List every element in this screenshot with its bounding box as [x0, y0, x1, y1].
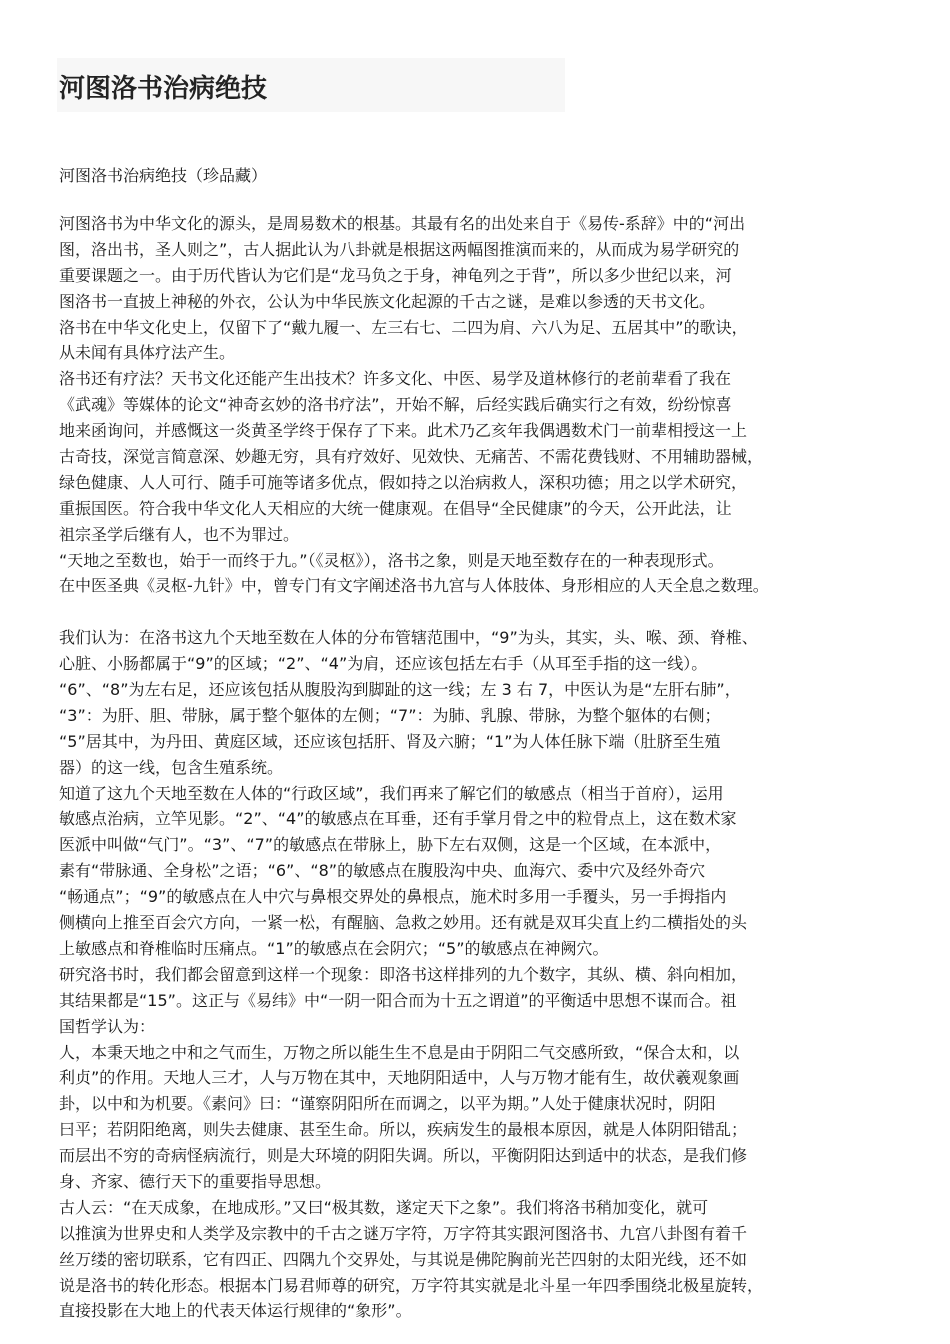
document-title: 河图洛书治病绝技 — [59, 74, 268, 104]
text-line: 图，洛出书，圣人则之”，古人据此认为八卦就是根据这两幅图推演而来的，从而成为易学研究的 — [59, 239, 740, 259]
text-line: 心脏、小肠都属于“9”的区域；“2”、“4”为肩，还应该包括左右手（从耳至手指的这一线）。 — [59, 654, 708, 674]
body-paragraph — [59, 315, 909, 367]
text-line: 祖宗圣学后继有人，也不为罪过。 — [59, 524, 300, 544]
text-line: 而层出不穷的奇病怪病流行，则是大环境的阴阳失调。所以，平衡阴阳达到适中的状态，是我们修 — [59, 1146, 748, 1166]
text-line: 医派中叫做“气门”。“3”、“7”的敏感点在带脉上，胁下左右双侧，这是一个区域，在本派中， — [59, 835, 722, 855]
text-line: 利贞”的作用。天地人三才，人与万物在其中，天地阴阳适中，人与万物才能有生，故伏羲观象画 — [59, 1068, 740, 1088]
text-line: 洛书还有疗法？天书文化还能产生出技术？许多文化、中医、易学及道林修行的老前辈看了我在 — [59, 369, 732, 389]
text-line: 侧横向上推至百会穴方向，一紧一松，有醒脑、急救之妙用。还有就是双耳尖直上约二横指处的头 — [59, 913, 748, 933]
text-line: “5”居其中，为丹田、黄庭区域，还应该包括肝、肾及六腑；“1”为人体任脉下端（肚脐至生殖 — [59, 731, 721, 751]
text-line: 以推演为世界史和人类学及宗教中的千古之谜万字符，万字符其实跟河图洛书、九宫八卦图有着千 — [59, 1223, 748, 1243]
text-line: 河图洛书为中华文化的源头，是周易数术的根基。其最有名的出处来自于《易传-系辞》中的“河出 — [59, 214, 746, 233]
text-line: 图洛书一直披上神秘的外衣，公认为中华民族文化起源的千古之谜，是难以参透的天书文化。 — [59, 291, 716, 311]
body-paragraph — [59, 781, 909, 962]
text-line: 素有“带脉通、全身松”之语；“6”、“8”的敏感点在腹股沟中央、血海穴、委中穴及经外奇穴 — [59, 861, 706, 881]
body-paragraph — [59, 1040, 909, 1195]
text-line: “畅通点”；“9”的敏感点在人中穴与鼻根交界处的鼻根点，施术时多用一手覆头，另一手拇指内 — [59, 887, 727, 907]
text-line: 绿色健康、人人可行、随手可施等诸多优点，假如持之以治病救人，深积功德；用之以学术研究， — [59, 472, 748, 492]
text-line: 身、齐家、德行天下的重要指导思想。 — [59, 1171, 332, 1191]
text-line: 国哲学认为： — [59, 1016, 156, 1036]
body-paragraph — [59, 962, 909, 1040]
text-line: 古奇技，深觉言简意深、妙趣无穷，具有疗效好、见效快、无痛苦、不需花费钱财、不用辅助器械， — [59, 447, 764, 467]
text-line: “3”：为肝、胆、带脉，属于整个躯体的左侧；“7”：为肺、乳腺、带脉，为整个躯体的右侧； — [59, 705, 721, 725]
text-line: 直接投影在大地上的代表天体运行规律的“象形”。 — [59, 1301, 412, 1321]
text-line: “6”、“8”为左右足，还应该包括从腹股沟到脚趾的这一线；左 3 右 7，中医认为是“左肝右肺”， — [59, 680, 741, 700]
text-line: 器）的这一线，包含生殖系统。 — [59, 757, 284, 777]
body-paragraph — [59, 1195, 909, 1324]
text-line: 丝万缕的密切联系，它有四正、四隅九个交界处，与其说是佛陀胸前光芒四射的太阳光线，还不如 — [59, 1249, 748, 1269]
text-line: 卦，以中和为机要。《素问》曰：“谨察阴阳所在而调之，以平为期。”人处于健康状况时，阴阳 — [59, 1094, 716, 1114]
body-paragraph — [59, 211, 909, 315]
text-line: “天地之至数也，始于一而终于九。”（《灵枢》），洛书之象，则是天地至数存在的一种表现形式。 — [59, 550, 724, 570]
text-line: 在中医圣典《灵枢-九针》中，曾专门有文字阐述洛书九宫与人体肢体、身形相应的人天全息之数理。 — [59, 576, 769, 596]
text-line: 地来函询问，并感慨这一炎黄圣学终于保存了下来。此术乃乙亥年我偶遇数术门一前辈相授这一上 — [59, 421, 748, 441]
text-line: 知道了这九个天地至数在人体的“行政区域”，我们再来了解它们的敏感点（相当于首府），运用 — [59, 783, 724, 803]
body-paragraph — [59, 625, 909, 780]
paragraph-gap — [59, 599, 909, 625]
text-line: 上敏感点和脊椎临时压痛点。“1”的敏感点在会阴穴；“5”的敏感点在神阙穴。 — [59, 938, 609, 958]
text-line: 《武魂》等媒体的论文“神奇玄妙的洛书疗法”，开始不解，后经实践后确实行之有效，纷纷惊喜 — [59, 395, 732, 415]
text-line: 我们认为：在洛书这九个天地至数在人体的分布管辖范围中，“9”为头，其实，头、喉、颈、脊椎、 — [59, 628, 758, 648]
text-line: 古人云：“在天成象，在地成形。”又曰“极其数，遂定天下之象”。我们将洛书稍加变化，就可 — [59, 1197, 709, 1217]
text-line: 人，本秉天地之中和之气而生，万物之所以能生生不息是由于阴阳二气交感所致，“保合太和，以 — [59, 1042, 740, 1062]
body-paragraph — [59, 366, 909, 547]
text-line: 从未闻有具体疗法产生。 — [59, 343, 236, 363]
document-subtitle: 河图洛书治病绝技（珍品藏） — [59, 166, 268, 185]
text-line: 敏感点治病，立竿见影。“2”、“4”的敏感点在耳垂，还有手掌月骨之中的粒骨点上，这在数术家 — [59, 809, 737, 829]
body-paragraph — [59, 548, 909, 600]
text-line: 说是洛书的转化形态。根据本门易君师尊的研究，万字符其实就是北斗星一年四季围绕北极星旋转， — [59, 1275, 764, 1295]
text-line: 洛书在中华文化史上，仅留下了“戴九履一、左三右七、二四为肩、六八为足、五居其中”的歌诀， — [59, 317, 748, 337]
text-line: 曰平；若阴阳绝离，则失去健康、甚至生命。所以，疾病发生的最根本原因，就是人体阴阳错乱； — [59, 1120, 748, 1140]
text-line: 其结果都是“15”。这正与《易纬》中“一阴一阳合而为十五之谓道”的平衡适中思想不谋而合。祖 — [59, 990, 737, 1010]
text-line: 重振国医。符合我中华文化人天相应的大统一健康观。在倡导“全民健康”的今天，公开此法，让 — [59, 498, 732, 518]
document-body — [59, 211, 909, 1324]
text-line: 研究洛书时，我们都会留意到这样一个现象：即洛书这样排列的九个数字，其纵、横、斜向相加， — [59, 964, 748, 984]
text-line: 重要课题之一。由于历代皆认为它们是“龙马负之于身，神龟列之于背”，所以多少世纪以来，河 — [59, 265, 732, 285]
